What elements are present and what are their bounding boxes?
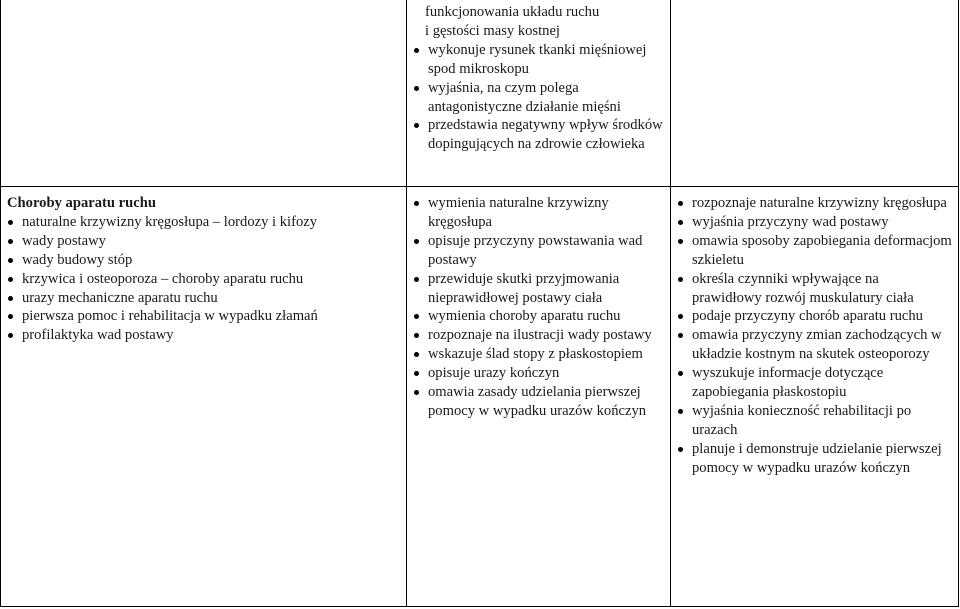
table-row xyxy=(1,187,959,607)
bullet-icon xyxy=(8,220,13,225)
continuation-line: i gęstości masy kostnej xyxy=(425,22,560,39)
list-item: wskazuje ślad stopy z płaskostopiem xyxy=(413,345,664,364)
bullet-icon xyxy=(678,201,683,206)
table-cell-outcomes-basic xyxy=(407,187,671,607)
bullet-icon xyxy=(678,314,683,319)
bullet-icon xyxy=(414,352,419,357)
bullet-icon xyxy=(414,239,419,244)
bullet-icon xyxy=(8,296,13,301)
bullet-list xyxy=(677,194,952,478)
bullet-icon xyxy=(414,201,419,206)
list-item: wymienia choroby aparatu ruchu xyxy=(413,307,664,326)
list-item: profilaktyka wad postawy xyxy=(7,326,400,345)
bullet-icon xyxy=(678,333,683,338)
bullet-icon xyxy=(678,371,683,376)
bullet-icon xyxy=(8,277,13,282)
list-item: urazy mechaniczne aparatu ruchu xyxy=(7,289,400,308)
list-item: pierwsza pomoc i rehabilitacja w wypadku złamań xyxy=(7,307,400,326)
list-item: wyjaśnia, na czym polega antagonistyczne działanie mięśni xyxy=(413,79,664,117)
table-cell-outcomes-extended xyxy=(671,187,959,607)
list-item: przedstawia negatywny wpływ środków dopingujących na zdrowie człowieka xyxy=(413,116,664,154)
bullet-icon xyxy=(414,333,419,338)
bullet-icon xyxy=(8,258,13,263)
list-item: rozpoznaje na ilustracji wady postawy xyxy=(413,326,664,345)
list-item: omawia sposoby zapobiegania deformacjom szkieletu xyxy=(677,232,952,270)
list-item: planuje i demonstruje udzielanie pierwszej pomocy w wypadku urazów kończyn xyxy=(677,440,952,478)
list-item: podaje przyczyny chorób aparatu ruchu xyxy=(677,307,952,326)
bullet-icon xyxy=(8,333,13,338)
list-item: krzywica i osteoporoza – choroby aparatu ruchu xyxy=(7,270,400,289)
bullet-list xyxy=(413,41,664,154)
list-item: wady budowy stóp xyxy=(7,251,400,270)
list-item: wyjaśnia przyczyny wad postawy xyxy=(677,213,952,232)
list-item: wyjaśnia konieczność rehabilitacji po urazach xyxy=(677,402,952,440)
list-item: wymienia naturalne krzywizny kręgosłupa xyxy=(413,194,664,232)
list-item: naturalne krzywizny kręgosłupa – lordozy i kifozy xyxy=(7,213,400,232)
bullet-icon xyxy=(678,409,683,414)
table-cell-empty xyxy=(671,0,959,187)
list-item: wyszukuje informacje dotyczące zapobiegania płaskostopiu xyxy=(677,364,952,402)
table-cell-empty xyxy=(1,0,407,187)
bullet-list xyxy=(413,194,664,421)
list-item: przewiduje skutki przyjmowania nieprawidłowej postawy ciała xyxy=(413,270,664,308)
list-item: opisuje urazy kończyn xyxy=(413,364,664,383)
list-item: wady postawy xyxy=(7,232,400,251)
section-heading: Choroby aparatu ruchu xyxy=(7,195,156,211)
table-cell-topics xyxy=(1,187,407,607)
bullet-icon xyxy=(678,220,683,225)
bullet-icon xyxy=(414,123,419,128)
list-item: opisuje przyczyny powstawania wad postawy xyxy=(413,232,664,270)
list-item: omawia przyczyny zmian zachodzących w układzie kostnym na skutek osteoporozy xyxy=(677,326,952,364)
list-item: określa czynniki wpływające na prawidłowy rozwój muskulatury ciała xyxy=(677,270,952,308)
list-item: rozpoznaje naturalne krzywizny kręgosłupa xyxy=(677,194,952,213)
continuation-line: funkcjonowania układu ruchu xyxy=(425,4,600,20)
bullet-icon xyxy=(8,239,13,244)
bullet-icon xyxy=(678,277,683,282)
bullet-list xyxy=(7,213,400,345)
table-row xyxy=(1,0,959,187)
bullet-icon xyxy=(414,277,419,282)
bullet-icon xyxy=(414,371,419,376)
table-cell-outcomes-basic xyxy=(407,0,671,187)
bullet-icon xyxy=(8,314,13,319)
bullet-icon xyxy=(678,239,683,244)
bullet-icon xyxy=(414,390,419,395)
bullet-icon xyxy=(414,314,419,319)
list-item: omawia zasady udzielania pierwszej pomocy w wypadku urazów kończyn xyxy=(413,383,664,421)
list-item: wykonuje rysunek tkanki mięśniowej spod mikroskopu xyxy=(413,41,664,79)
bullet-icon xyxy=(414,48,419,53)
bullet-icon xyxy=(414,86,419,91)
bullet-icon xyxy=(678,447,683,452)
